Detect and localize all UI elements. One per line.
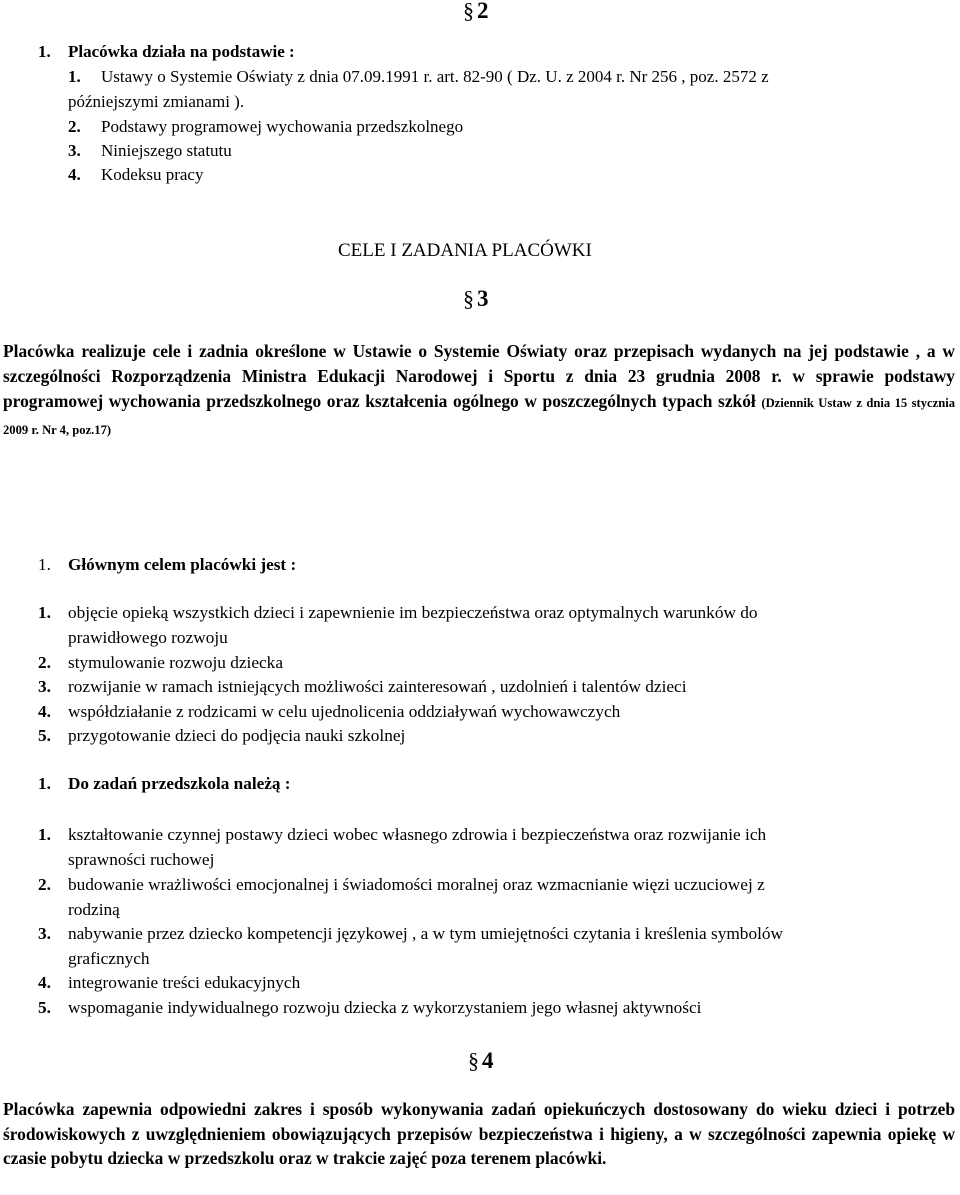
section-symbol: § xyxy=(463,286,474,311)
goals-heading-title: Głównym celem placówki jest : xyxy=(68,555,297,574)
section-number: 2 xyxy=(477,0,489,23)
basis-heading-number: 1. xyxy=(38,42,51,61)
chapter-title: CELE I ZADANIA PLACÓWKI xyxy=(338,240,592,261)
task-item-continuation: sprawności ruchowej xyxy=(68,850,215,869)
goal-item: 4. współdziałanie z rodzicami w celu ujednolicenia oddziaływań wychowawczych xyxy=(38,702,621,721)
basis-heading xyxy=(38,42,295,62)
intro-paragraph xyxy=(3,339,955,443)
task-item: 2. budowanie wrażliwości emocjonalnej i świadomości moralnej oraz wzmacnianie więzi uczuciowej z xyxy=(38,875,765,894)
goal-item: 3. rozwijanie w ramach istniejących możliwości zainteresowań , uzdolnień i talentów dzieci xyxy=(38,677,687,696)
section-3-heading xyxy=(463,286,489,312)
task-item: 4. integrowanie treści edukacyjnych xyxy=(38,973,301,992)
basis-item-continuation: późniejszymi zmianami ). xyxy=(68,92,245,111)
basis-item: 3. Niniejszego statutu xyxy=(68,141,232,160)
tasks-heading-title: Do zadań przedszkola należą : xyxy=(68,774,291,793)
goal-item-continuation: prawidłowego rozwoju xyxy=(68,628,228,647)
intro-text: Placówka realizuje cele i zadnia określone w Ustawie o Systemie Oświaty oraz przepisach wydanych na jej podstawie , a w szczególności Rozporządzenia Ministra Edukacji Narodowej i Sportu z dnia 23 grudnia 2008 r. w sprawie podstawy programowej wychowania przedszkolnego oraz kształcenia ogólnego w poszczególnych typach szkół xyxy=(3,341,955,411)
section-number: 3 xyxy=(477,286,489,311)
section-symbol: § xyxy=(468,1048,479,1073)
tasks-heading-number: 1. xyxy=(38,774,51,793)
task-item: 5. wspomaganie indywidualnego rozwoju dziecka z wykorzystaniem jego własnej aktywności xyxy=(38,998,702,1017)
intro-citation: (Dziennik Ustaw z dnia 15 stycznia 2009 r. Nr 4, poz.17) xyxy=(3,396,955,437)
basis-heading-title: Placówka działa na podstawie : xyxy=(68,42,295,61)
task-item-continuation: rodziną xyxy=(68,900,120,919)
goal-item: 1. objęcie opieką wszystkich dzieci i zapewnienie im bezpieczeństwa oraz optymalnych warunków do xyxy=(38,603,758,622)
section-symbol: § xyxy=(463,0,474,23)
section-2-heading xyxy=(463,0,489,24)
goal-item: 2. stymulowanie rozwoju dziecka xyxy=(38,653,283,672)
basis-item: 2. Podstawy programowej wychowania przedszkolnego xyxy=(68,117,464,136)
care-paragraph: Placówka zapewnia odpowiedni zakres i sposób wykonywania zadań opiekuńczych dostosowany do wieku dzieci i potrzeb środowiskowych z uwzględnieniem obowiązujących przepisów bezpieczeństwa i higieny, a w szczególności zapewnia opiekę w czasie pobytu dziecka w przedszkolu oraz w trakcie zajęć poza terenem placówki. xyxy=(3,1099,955,1168)
task-item-continuation: graficznych xyxy=(68,949,150,968)
basis-item: 4. Kodeksu pracy xyxy=(68,165,204,184)
section-number: 4 xyxy=(482,1048,494,1073)
goals-heading xyxy=(38,555,296,575)
goal-item: 5. przygotowanie dzieci do podjęcia nauki szkolnej xyxy=(38,726,406,745)
tasks-heading xyxy=(38,774,290,794)
basis-item: 1. Ustawy o Systemie Oświaty z dnia 07.09.1991 r. art. 82-90 ( Dz. U. z 2004 r. Nr 256 , poz. 2572 z xyxy=(68,67,769,86)
section-4-heading xyxy=(468,1048,494,1074)
goals-heading-number: 1. xyxy=(38,555,51,574)
task-item: 3. nabywanie przez dziecko kompetencji językowej , a w tym umiejętności czytania i kreślenia symbolów xyxy=(38,924,784,943)
task-item: 1. kształtowanie czynnej postawy dzieci wobec własnego zdrowia i bezpieczeństwa oraz rozwijanie ich xyxy=(38,825,767,844)
